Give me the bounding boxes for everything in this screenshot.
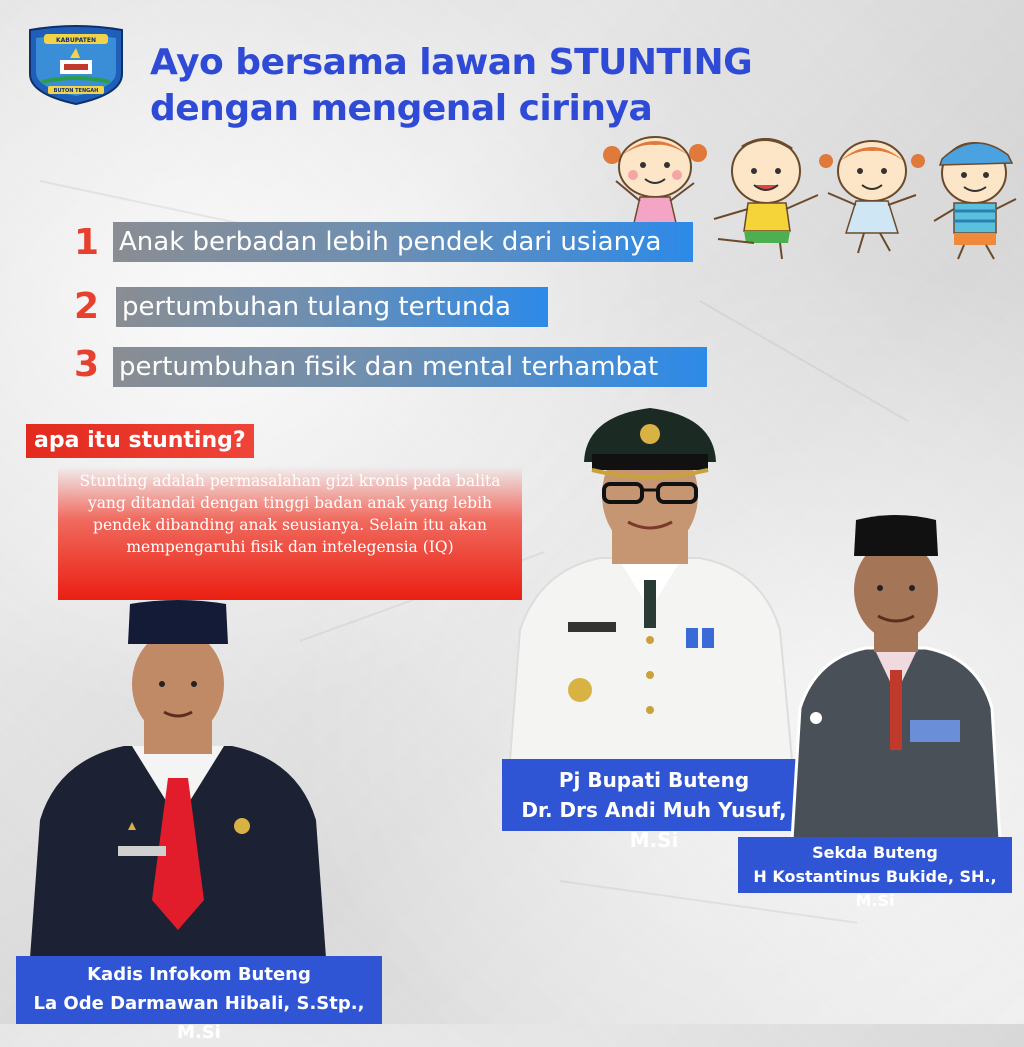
kadis-photo <box>28 600 328 958</box>
point-1-text: Anak berbadan lebih pendek dari usianya <box>113 222 693 262</box>
sekda-role: Sekda Buteng <box>812 843 938 862</box>
point-2-number: 2 <box>74 286 100 327</box>
sekda-name: H Kostantinus Bukide, SH., M.Si <box>753 867 997 910</box>
point-3-number: 3 <box>74 344 100 385</box>
bupati-name: Dr. Drs Andi Muh Yusuf, M.Si <box>521 798 787 852</box>
kid-girl-blue-icon <box>819 141 925 253</box>
svg-text:BUTON TENGAH: BUTON TENGAH <box>53 88 99 94</box>
kadis-name: La Ode Darmawan Hibali, S.Stp., M.Si <box>33 993 365 1043</box>
page-title <box>150 40 870 132</box>
title-line-2: dengan mengenal cirinya <box>150 88 653 129</box>
point-2-text: pertumbuhan tulang tertunda <box>116 287 548 327</box>
bupati-photo <box>500 400 800 760</box>
point-1-number: 1 <box>74 222 100 263</box>
bupati-role: Pj Bupati Buteng <box>558 768 750 792</box>
kadis-caption <box>16 956 382 1043</box>
kid-boy-yellow-icon <box>714 139 818 259</box>
sekda-caption <box>738 837 1012 910</box>
kadis-role: Kadis Infokom Buteng <box>87 964 311 985</box>
svg-text:KABUPATEN: KABUPATEN <box>56 37 96 44</box>
regency-logo <box>24 24 128 106</box>
point-3-text: pertumbuhan fisik dan mental terhambat <box>113 347 707 387</box>
stunting-question-label: apa itu stunting? <box>26 424 254 458</box>
stunting-definition: Stunting adalah permasalahan gizi kronis pada balita yang ditandai dengan tinggi badan anak yang lebih pendek dibanding anak seusianya. Selain itu akan mempengaruhi fisik dan intelegensia (IQ) <box>58 466 522 600</box>
sekda-photo <box>786 508 1006 840</box>
title-line-1: Ayo bersama lawan STUNTING <box>150 42 753 83</box>
kid-girl-pigtails-icon <box>603 137 707 223</box>
bupati-caption <box>502 759 806 852</box>
kid-boy-cap-icon <box>934 143 1016 259</box>
